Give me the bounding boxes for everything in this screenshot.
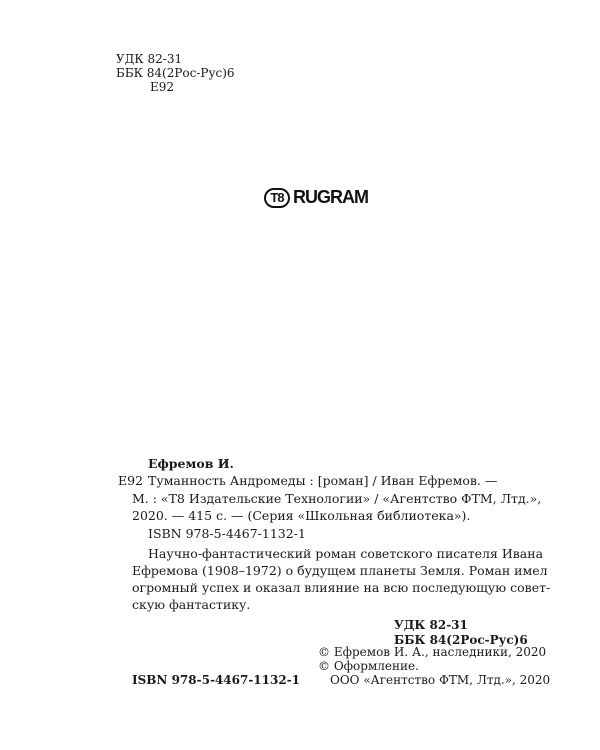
- bottom-udk: УДК 82-31: [394, 618, 468, 632]
- author-heading: Ефремов И.: [148, 456, 234, 471]
- bottom-isbn: ISBN 978-5-4467-1132-1: [132, 673, 301, 687]
- copyright-line-2: © Оформление.: [318, 659, 419, 673]
- logo-badge: T8: [264, 188, 290, 208]
- catalog-line-3: 2020. — 415 с. — (Серия «Школьная библиотека»).: [132, 508, 471, 523]
- catalog-line-1: Туманность Андромеды : [роман] / Иван Ефремов. —: [148, 473, 498, 488]
- top-udk: УДК 82-31: [116, 52, 183, 66]
- copyright-line-3: ООО «Агентство ФТМ, Лтд.», 2020: [330, 673, 551, 687]
- annotation-line-4: скую фантастику.: [132, 597, 251, 612]
- annotation-line-1: Научно-фантастический роман советского писателя Ивана: [148, 546, 544, 561]
- annotation-line-3: огромный успех и оказал влияние на всю последующую совет-: [132, 580, 551, 595]
- copyright-line-1: © Ефремов И. А., наследники, 2020: [318, 645, 547, 659]
- bottom-bbk: ББК 84(2Рос-Рус)6: [394, 633, 528, 647]
- catalog-author-sign: Е92: [118, 473, 144, 488]
- top-bbk: ББК 84(2Рос-Рус)6: [116, 66, 235, 80]
- annotation-line-2: Ефремова (1908–1972) о будущем планеты Земля. Роман имел: [132, 563, 548, 578]
- top-author-sign: Е92: [150, 80, 175, 94]
- catalog-line-2: М. : «Т8 Издательские Технологии» / «Агентство ФТМ, Лтд.»,: [132, 491, 542, 506]
- logo-name: RUGRAM: [293, 187, 368, 207]
- publisher-logo: [264, 187, 368, 208]
- catalog-isbn: ISBN 978-5-4467-1132-1: [148, 526, 306, 541]
